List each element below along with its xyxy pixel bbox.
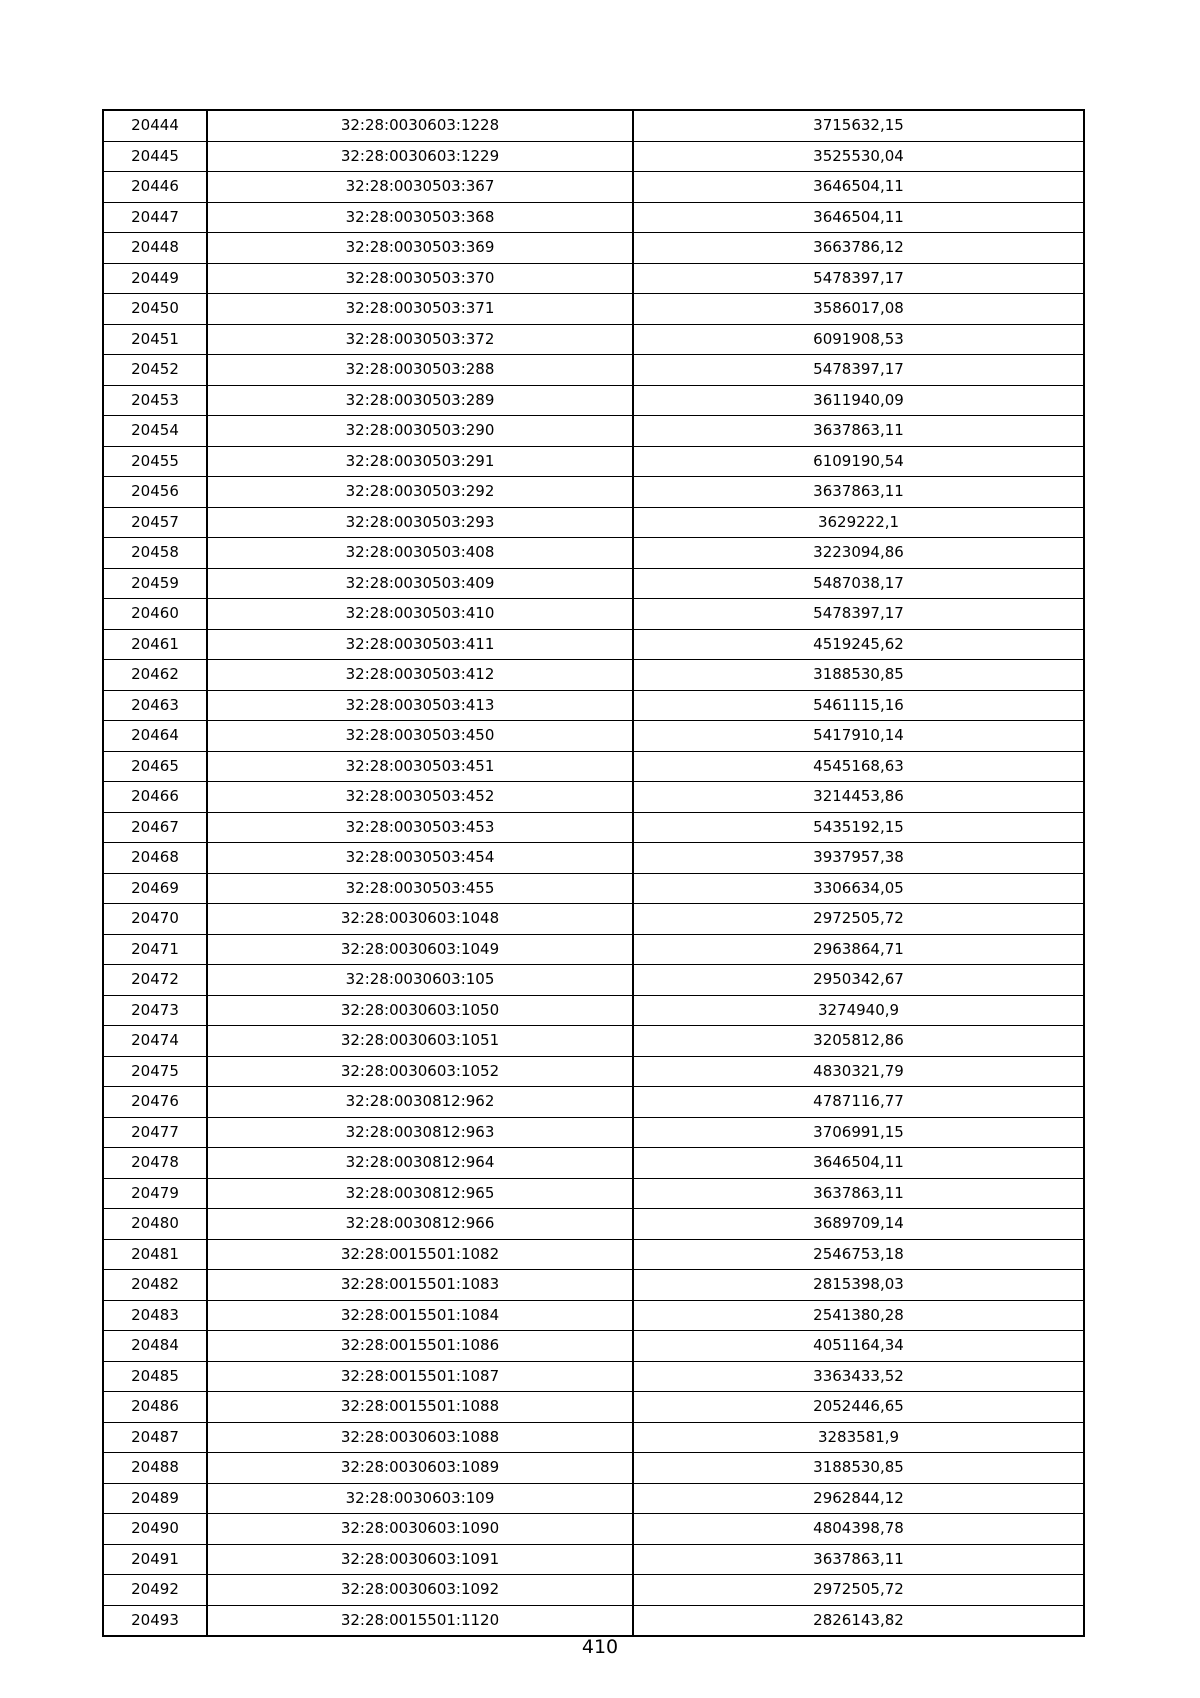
row-number-cell: 20492	[103, 1575, 207, 1606]
table-row	[103, 568, 1084, 599]
row-number-cell: 20473	[103, 995, 207, 1026]
cadastral-value-cell: 6109190,54	[633, 446, 1084, 477]
cadastral-number-cell: 32:28:0030603:1051	[207, 1026, 633, 1057]
row-number-cell: 20444	[103, 110, 207, 141]
table-row	[103, 1026, 1084, 1057]
cadastral-number-cell: 32:28:0030603:1052	[207, 1056, 633, 1087]
row-number-cell: 20483	[103, 1300, 207, 1331]
row-number-cell: 20490	[103, 1514, 207, 1545]
cadastral-value-cell: 3525530,04	[633, 141, 1084, 172]
cadastral-value-cell: 6091908,53	[633, 324, 1084, 355]
cadastral-number-cell: 32:28:0030812:963	[207, 1117, 633, 1148]
table-row	[103, 904, 1084, 935]
row-number-cell: 20462	[103, 660, 207, 691]
table-row	[103, 233, 1084, 264]
table-row	[103, 1575, 1084, 1606]
cadastral-number-cell: 32:28:0030603:1050	[207, 995, 633, 1026]
row-number-cell: 20459	[103, 568, 207, 599]
cadastral-value-cell: 4051164,34	[633, 1331, 1084, 1362]
table-body	[103, 110, 1084, 1636]
cadastral-value-cell: 2815398,03	[633, 1270, 1084, 1301]
cadastral-number-cell: 32:28:0030503:453	[207, 812, 633, 843]
cadastral-number-cell: 32:28:0030503:372	[207, 324, 633, 355]
cadastral-number-cell: 32:28:0030503:371	[207, 294, 633, 325]
row-number-cell: 20460	[103, 599, 207, 630]
table-row	[103, 690, 1084, 721]
table-row	[103, 110, 1084, 141]
cadastral-number-cell: 32:28:0030603:1092	[207, 1575, 633, 1606]
cadastral-number-cell: 32:28:0030503:367	[207, 172, 633, 203]
cadastral-value-cell: 2541380,28	[633, 1300, 1084, 1331]
row-number-cell: 20463	[103, 690, 207, 721]
table-row	[103, 812, 1084, 843]
cadastral-value-cell: 2972505,72	[633, 904, 1084, 935]
row-number-cell: 20448	[103, 233, 207, 264]
cadastral-value-cell: 5478397,17	[633, 355, 1084, 386]
table-row	[103, 1544, 1084, 1575]
table-row	[103, 843, 1084, 874]
table-row	[103, 995, 1084, 1026]
cadastral-number-cell: 32:28:0030603:109	[207, 1483, 633, 1514]
cadastral-number-cell: 32:28:0030603:1090	[207, 1514, 633, 1545]
cadastral-number-cell: 32:28:0030503:288	[207, 355, 633, 386]
table-row	[103, 599, 1084, 630]
table-row	[103, 1087, 1084, 1118]
cadastral-number-cell: 32:28:0015501:1083	[207, 1270, 633, 1301]
table-row	[103, 507, 1084, 538]
row-number-cell: 20471	[103, 934, 207, 965]
row-number-cell: 20468	[103, 843, 207, 874]
table-row	[103, 1483, 1084, 1514]
row-number-cell: 20474	[103, 1026, 207, 1057]
cadastral-value-cell: 2950342,67	[633, 965, 1084, 996]
cadastral-number-cell: 32:28:0030503:369	[207, 233, 633, 264]
row-number-cell: 20484	[103, 1331, 207, 1362]
cadastral-value-cell: 2963864,71	[633, 934, 1084, 965]
cadastral-value-cell: 3586017,08	[633, 294, 1084, 325]
cadastral-number-cell: 32:28:0015501:1088	[207, 1392, 633, 1423]
row-number-cell: 20456	[103, 477, 207, 508]
cadastral-value-cell: 2962844,12	[633, 1483, 1084, 1514]
table-row	[103, 172, 1084, 203]
cadastral-number-cell: 32:28:0030503:454	[207, 843, 633, 874]
row-number-cell: 20491	[103, 1544, 207, 1575]
cadastral-value-cell: 3283581,9	[633, 1422, 1084, 1453]
cadastral-value-cell: 3689709,14	[633, 1209, 1084, 1240]
row-number-cell: 20447	[103, 202, 207, 233]
cadastral-value-cell: 5478397,17	[633, 599, 1084, 630]
row-number-cell: 20475	[103, 1056, 207, 1087]
cadastral-number-cell: 32:28:0030503:452	[207, 782, 633, 813]
row-number-cell: 20467	[103, 812, 207, 843]
cadastral-number-cell: 32:28:0030812:964	[207, 1148, 633, 1179]
row-number-cell: 20454	[103, 416, 207, 447]
cadastral-value-cell: 3223094,86	[633, 538, 1084, 569]
table-row	[103, 1117, 1084, 1148]
row-number-cell: 20485	[103, 1361, 207, 1392]
cadastral-number-cell: 32:28:0015501:1086	[207, 1331, 633, 1362]
row-number-cell: 20455	[103, 446, 207, 477]
cadastral-number-cell: 32:28:0015501:1087	[207, 1361, 633, 1392]
cadastral-value-cell: 4787116,77	[633, 1087, 1084, 1118]
cadastral-number-cell: 32:28:0030503:408	[207, 538, 633, 569]
table-row	[103, 782, 1084, 813]
table-row	[103, 294, 1084, 325]
table-row	[103, 141, 1084, 172]
table-row	[103, 263, 1084, 294]
table-row	[103, 1605, 1084, 1636]
cadastral-number-cell: 32:28:0030812:966	[207, 1209, 633, 1240]
table-row	[103, 1331, 1084, 1362]
table-row	[103, 1209, 1084, 1240]
cadastral-value-cell: 3214453,86	[633, 782, 1084, 813]
cadastral-value-cell: 2826143,82	[633, 1605, 1084, 1636]
cadastral-value-cell: 5435192,15	[633, 812, 1084, 843]
table-row	[103, 1270, 1084, 1301]
row-number-cell: 20488	[103, 1453, 207, 1484]
cadastral-value-cell: 4519245,62	[633, 629, 1084, 660]
cadastral-number-cell: 32:28:0030603:1091	[207, 1544, 633, 1575]
cadastral-number-cell: 32:28:0030503:411	[207, 629, 633, 660]
cadastral-number-cell: 32:28:0030812:965	[207, 1178, 633, 1209]
row-number-cell: 20479	[103, 1178, 207, 1209]
cadastral-number-cell: 32:28:0030603:1229	[207, 141, 633, 172]
cadastral-number-cell: 32:28:0030503:412	[207, 660, 633, 691]
table-row	[103, 934, 1084, 965]
cadastral-number-cell: 32:28:0030503:292	[207, 477, 633, 508]
cadastral-value-cell: 3274940,9	[633, 995, 1084, 1026]
cadastral-number-cell: 32:28:0030503:455	[207, 873, 633, 904]
table-row	[103, 324, 1084, 355]
row-number-cell: 20480	[103, 1209, 207, 1240]
row-number-cell: 20450	[103, 294, 207, 325]
row-number-cell: 20476	[103, 1087, 207, 1118]
row-number-cell: 20487	[103, 1422, 207, 1453]
table-row	[103, 1392, 1084, 1423]
row-number-cell: 20486	[103, 1392, 207, 1423]
table-row	[103, 965, 1084, 996]
row-number-cell: 20472	[103, 965, 207, 996]
cadastral-number-cell: 32:28:0030503:409	[207, 568, 633, 599]
cadastral-number-cell: 32:28:0030603:1228	[207, 110, 633, 141]
table-row	[103, 477, 1084, 508]
cadastral-number-cell: 32:28:0030603:105	[207, 965, 633, 996]
row-number-cell: 20477	[103, 1117, 207, 1148]
cadastral-value-cell: 3637863,11	[633, 477, 1084, 508]
cadastral-value-cell: 3706991,15	[633, 1117, 1084, 1148]
cadastral-number-cell: 32:28:0030603:1088	[207, 1422, 633, 1453]
cadastral-value-cell: 3646504,11	[633, 202, 1084, 233]
cadastral-value-cell: 4804398,78	[633, 1514, 1084, 1545]
cadastral-number-cell: 32:28:0015501:1082	[207, 1239, 633, 1270]
cadastral-value-cell: 3363433,52	[633, 1361, 1084, 1392]
cadastral-number-cell: 32:28:0030503:290	[207, 416, 633, 447]
cadastral-value-cell: 3637863,11	[633, 1544, 1084, 1575]
cadastral-value-cell: 5478397,17	[633, 263, 1084, 294]
table-row	[103, 416, 1084, 447]
row-number-cell: 20445	[103, 141, 207, 172]
row-number-cell: 20469	[103, 873, 207, 904]
row-number-cell: 20458	[103, 538, 207, 569]
row-number-cell: 20453	[103, 385, 207, 416]
table-row	[103, 538, 1084, 569]
table-row	[103, 873, 1084, 904]
table-row	[103, 1361, 1084, 1392]
row-number-cell: 20466	[103, 782, 207, 813]
cadastral-value-cell: 3637863,11	[633, 416, 1084, 447]
table-row	[103, 1514, 1084, 1545]
table-row	[103, 385, 1084, 416]
row-number-cell: 20461	[103, 629, 207, 660]
cadastral-number-cell: 32:28:0030503:370	[207, 263, 633, 294]
cadastral-number-cell: 32:28:0030503:293	[207, 507, 633, 538]
table-row	[103, 1422, 1084, 1453]
table-row	[103, 1178, 1084, 1209]
cadastral-value-cell: 3205812,86	[633, 1026, 1084, 1057]
row-number-cell: 20452	[103, 355, 207, 386]
cadastral-number-cell: 32:28:0015501:1084	[207, 1300, 633, 1331]
cadastral-number-cell: 32:28:0030603:1048	[207, 904, 633, 935]
table-row	[103, 355, 1084, 386]
table-row	[103, 1300, 1084, 1331]
cadastral-number-cell: 32:28:0015501:1120	[207, 1605, 633, 1636]
row-number-cell: 20465	[103, 751, 207, 782]
cadastral-number-cell: 32:28:0030503:289	[207, 385, 633, 416]
table-row	[103, 446, 1084, 477]
table-row	[103, 202, 1084, 233]
cadastral-value-cell: 3188530,85	[633, 660, 1084, 691]
table-row	[103, 629, 1084, 660]
row-number-cell: 20449	[103, 263, 207, 294]
cadastral-value-cell: 3646504,11	[633, 1148, 1084, 1179]
row-number-cell: 20446	[103, 172, 207, 203]
cadastral-number-cell: 32:28:0030503:291	[207, 446, 633, 477]
row-number-cell: 20457	[103, 507, 207, 538]
cadastral-number-cell: 32:28:0030503:410	[207, 599, 633, 630]
row-number-cell: 20478	[103, 1148, 207, 1179]
cadastral-value-cell: 3306634,05	[633, 873, 1084, 904]
row-number-cell: 20493	[103, 1605, 207, 1636]
cadastral-value-cell: 4545168,63	[633, 751, 1084, 782]
cadastral-value-cell: 3663786,12	[633, 233, 1084, 264]
row-number-cell: 20470	[103, 904, 207, 935]
table-row	[103, 721, 1084, 752]
cadastral-number-cell: 32:28:0030603:1089	[207, 1453, 633, 1484]
row-number-cell: 20482	[103, 1270, 207, 1301]
cadastral-value-cell: 3629222,1	[633, 507, 1084, 538]
table-row	[103, 751, 1084, 782]
cadastral-number-cell: 32:28:0030503:451	[207, 751, 633, 782]
cadastral-value-cell: 2052446,65	[633, 1392, 1084, 1423]
row-number-cell: 20451	[103, 324, 207, 355]
cadastral-value-cell: 2546753,18	[633, 1239, 1084, 1270]
page-number: 410	[581, 1636, 619, 1658]
row-number-cell: 20481	[103, 1239, 207, 1270]
cadastral-number-cell: 32:28:0030503:450	[207, 721, 633, 752]
cadastral-value-cell: 3646504,11	[633, 172, 1084, 203]
table-row	[103, 1148, 1084, 1179]
row-number-cell: 20464	[103, 721, 207, 752]
cadastral-value-cell: 3937957,38	[633, 843, 1084, 874]
table-row	[103, 1056, 1084, 1087]
row-number-cell: 20489	[103, 1483, 207, 1514]
cadastral-value-cell: 5417910,14	[633, 721, 1084, 752]
cadastral-number-cell: 32:28:0030503:413	[207, 690, 633, 721]
cadastral-value-cell: 3611940,09	[633, 385, 1084, 416]
table-row	[103, 660, 1084, 691]
cadastral-number-cell: 32:28:0030503:368	[207, 202, 633, 233]
cadastral-value-cell: 3188530,85	[633, 1453, 1084, 1484]
cadastral-value-table	[102, 109, 1085, 1637]
cadastral-value-cell: 3715632,15	[633, 110, 1084, 141]
table-row	[103, 1453, 1084, 1484]
cadastral-value-cell: 2972505,72	[633, 1575, 1084, 1606]
cadastral-value-cell: 4830321,79	[633, 1056, 1084, 1087]
cadastral-value-cell: 3637863,11	[633, 1178, 1084, 1209]
cadastral-number-cell: 32:28:0030812:962	[207, 1087, 633, 1118]
cadastral-value-cell: 5487038,17	[633, 568, 1084, 599]
cadastral-value-cell: 5461115,16	[633, 690, 1084, 721]
table-row	[103, 1239, 1084, 1270]
cadastral-number-cell: 32:28:0030603:1049	[207, 934, 633, 965]
